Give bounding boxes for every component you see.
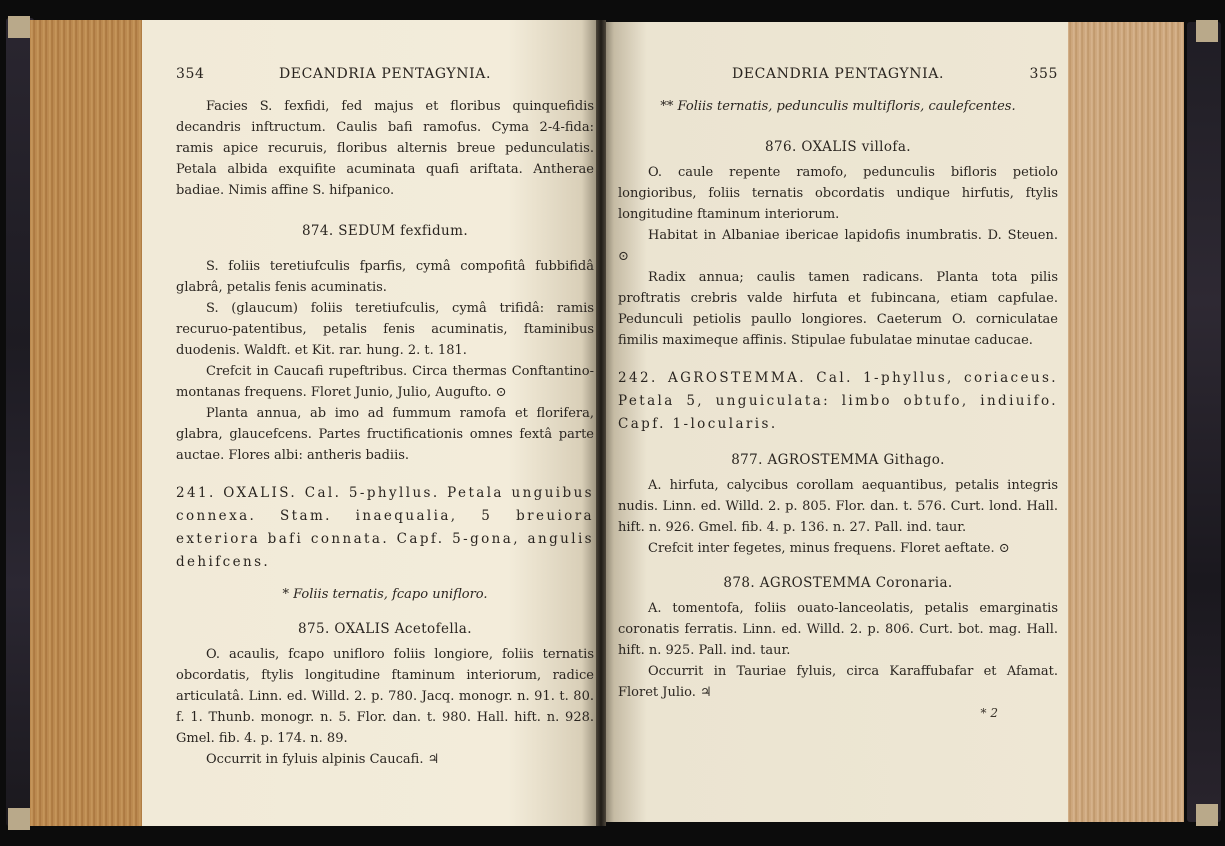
signature-mark: * 2	[980, 706, 998, 720]
right-running-head	[618, 60, 1058, 86]
book-gutter	[596, 20, 606, 826]
paragraph: Habitat in Albaniae ibericae lapidofis inumbratis. D. Steuen. ⊙	[618, 228, 1058, 264]
paragraph: Crefcit in Caucafi rupeftribus. Circa thermas Conftantino-montanas frequens. Floret Junio, Julio, Augufto. ⊙	[176, 364, 594, 400]
paragraph: S. (glaucum) foliis teretiufculis, cymâ trifidâ: ramis recuruo-patentibus, petalis fenis acuminatis, ftaminibus duodenis. Waldft. et Kit. rar. hung. 2. t. 181.	[176, 301, 594, 358]
left-running-title: DECANDRIA PENTAGYNIA.	[278, 66, 492, 82]
genus-heading: 241. OXALIS. Cal. 5-phyllus. Petala unguibus connexa. Stam. inaequalia, 5 breuiora exteriora bafi connata. Capf. 5-gona, angulis dehifcens.	[176, 485, 594, 570]
corner-bottom-left	[8, 808, 30, 830]
paragraph: O. acaulis, fcapo unifloro foliis longiore, foliis ternatis obcordatis, ftylis longitudine ftaminum interiorum, radice articulatâ. Linn. ed. Willd. 2. p. 780. Jacq. monogr. n. 91. t. 80. f. 1. Thunb. monogr. n. 5. Flor. dan. t. 980. Hall. hift. n. 928. Gmel. fib. 4. p. 174. n. 89.	[176, 647, 594, 746]
genus-heading: 242. AGROSTEMMA. Cal. 1-phyllus, coriaceus. Petala 5, unguiculata: limbo obtufo, indiuifo. Capf. 1-locularis.	[618, 370, 1058, 432]
paragraph: Occurrit in fyluis alpinis Caucafi. ♃	[206, 752, 440, 767]
paragraph: Planta annua, ab imo ad fummum ramofa et florifera, glabra, glaucefcens. Partes fructificationis omnes fextâ parte auctae. Flores albi: antheris badiis.	[176, 406, 594, 463]
right-cover	[1187, 22, 1221, 822]
left-page-text	[176, 60, 594, 770]
corner-top-left	[8, 16, 30, 38]
left-running-head	[176, 60, 594, 86]
species-heading: 876. OXALIS villofa.	[765, 139, 911, 155]
paragraph: A. tomentofa, foliis ouato-lanceolatis, petalis emarginatis coronatis ferratis. Linn. ed. Willd. 2. p. 806. Curt. bot. mag. Hall. hift. n. 925. Pall. ind. taur.	[618, 601, 1058, 658]
right-page-edges	[1066, 22, 1184, 822]
right-running-title: DECANDRIA PENTAGYNIA.	[731, 66, 945, 82]
paragraph: Occurrit in Tauriae fyluis, circa Karaffubafar et Afamat. Floret Julio. ♃	[618, 664, 1058, 700]
left-page-number: 354	[176, 66, 205, 82]
species-heading: 874. SEDUM fexfidum.	[301, 223, 469, 239]
right-page-text	[618, 60, 1058, 724]
paragraph: Facies S. fexfidi, fed majus et floribus quinquefidis decandris inftructum. Caulis bafi ramofus. Cyma 2-4-fida: ramis apice recuruis, floribus alternis breue pedunculatis. Petala albida exquifite acuminata quafi ariftata. Antherae badiae. Nimis affine S. hifpanico.	[176, 99, 594, 198]
paragraph: Radix annua; caulis tamen radicans. Planta tota pilis proftratis crebris valde hirfuta et fubincana, etiam capfulae. Pedunculi petiolis paullo longiores. Caeterum O. corniculatae fimilis maximeque affinis. Stipulae fubulatae minutae caducae.	[618, 270, 1058, 348]
corner-bottom-right	[1196, 804, 1218, 826]
species-heading: 877. AGROSTEMMA Githago.	[731, 452, 945, 468]
paragraph: S. foliis teretiufculis fparfis, cymâ compofitâ fubbifidâ glabrâ, petalis fenis acuminatis.	[176, 259, 594, 295]
corner-top-right	[1196, 20, 1218, 42]
right-page-number: 355	[1029, 66, 1058, 82]
species-heading: 878. AGROSTEMMA Coronaria.	[723, 575, 953, 591]
species-heading: 875. OXALIS Acetofella.	[298, 621, 472, 637]
section-heading: * Foliis ternatis, fcapo unifloro.	[282, 587, 488, 602]
paragraph: A. hirfuta, calycibus corollam aequantibus, petalis integris nudis. Linn. ed. Willd. 2. p. 805. Flor. dan. t. 576. Curt. lond. Hall. hift. n. 926. Gmel. fib. 4. p. 136. n. 27. Pall. ind. taur.	[618, 478, 1058, 535]
paragraph: O. caule repente ramofo, pedunculis bifloris petiolo longioribus, foliis ternatis obcordatis undique hirfutis, ftylis longitudine ftaminum interiorum.	[618, 165, 1058, 222]
section-heading: ** Foliis ternatis, pedunculis multifloris, caulefcentes.	[660, 99, 1016, 114]
left-page-edges	[30, 20, 144, 826]
paragraph: Crefcit inter fegetes, minus frequens. Floret aeftate. ⊙	[648, 541, 1010, 556]
